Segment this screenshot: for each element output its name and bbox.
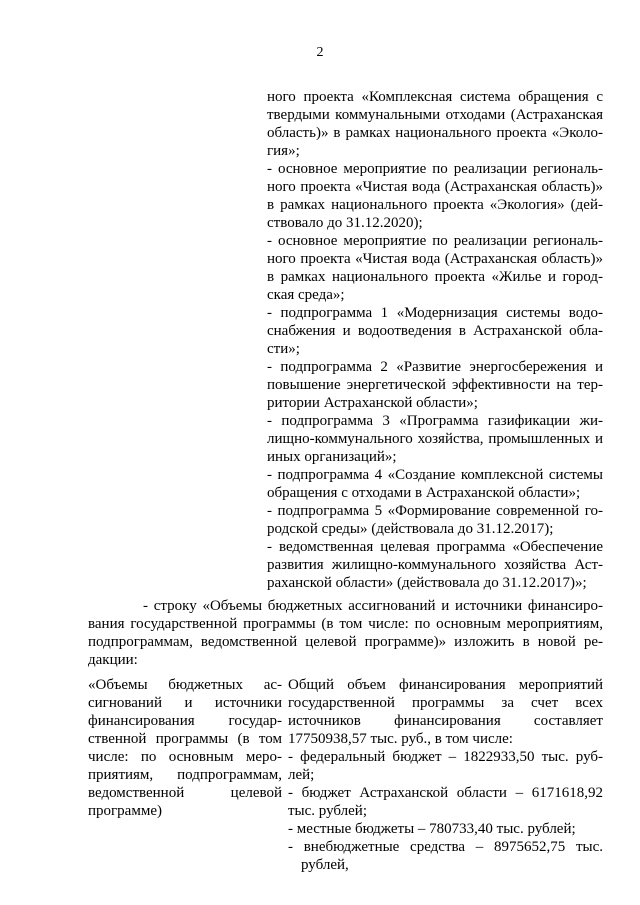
right-cell-line: лей; bbox=[288, 767, 315, 783]
right-block-line: область)» в рамках национального проекта «Эколо- bbox=[267, 125, 603, 141]
right-block-line: развития жилищно-коммунального хозяйства Аст- bbox=[267, 557, 603, 573]
right-block-line: - подпрограмма 4 «Создание комплексной системы bbox=[267, 467, 603, 483]
right-block-line: - основное мероприятие по реализации региональ- bbox=[267, 161, 603, 177]
main-paragraph-line: дакции: bbox=[88, 652, 138, 668]
main-paragraph-line: вания государственной программы (в том числе: по основным мероприятиям, bbox=[88, 616, 603, 632]
right-block-line: родской среды» (действовала до 31.12.2017); bbox=[267, 521, 554, 537]
main-paragraph-line: - строку «Объемы бюджетных ассигнований и источники финансиро- bbox=[143, 598, 603, 614]
right-cell-line: 17750938,57 тыс. руб., в том числе: bbox=[288, 731, 513, 747]
right-block-line: обращения с отходами в Астраханской области»; bbox=[267, 485, 581, 501]
right-block-line: - основное мероприятие по реализации региональ- bbox=[267, 233, 603, 249]
right-block-line: повышение энергетической эффективности на тер- bbox=[267, 377, 603, 393]
left-cell-line: «Объемы бюджетных ас- bbox=[88, 677, 282, 693]
right-block-line: снабжения и водоотведения в Астраханской обла- bbox=[267, 323, 603, 339]
left-cell-line: приятиям, подпрограммам, bbox=[88, 767, 282, 783]
right-cell-line: Общий объем финансирования мероприятий bbox=[288, 677, 603, 693]
right-block-line: - подпрограмма 1 «Модернизация системы водо- bbox=[267, 305, 603, 321]
left-cell-line: финансирования государ- bbox=[88, 713, 282, 729]
right-block-line: ного проекта «Комплексная система обращения с bbox=[267, 89, 603, 105]
right-block-line: ствовало до 31.12.2020); bbox=[267, 215, 423, 231]
right-block-line: лищно-коммунального хозяйства, промышленных и bbox=[267, 431, 603, 447]
left-cell-line: сигнований и источники bbox=[88, 695, 282, 711]
right-cell-line: источников финансирования составляет bbox=[288, 713, 603, 729]
right-block-line: в рамках национального проекта «Экология» (дей- bbox=[267, 197, 603, 213]
right-block-line: твердыми коммунальными отходами (Астраханская bbox=[267, 107, 603, 123]
right-cell-line: - местные бюджеты – 780733,40 тыс. рублей; bbox=[288, 821, 576, 837]
main-paragraph-line: подпрограммам, ведомственной целевой программе)» изложить в новой ре- bbox=[88, 634, 603, 650]
right-cell-line: - федеральный бюджет – 1822933,50 тыс. руб- bbox=[288, 749, 603, 765]
right-block-line: ного проекта «Чистая вода (Астраханская область)» bbox=[267, 179, 603, 195]
right-cell-line: тыс. рублей; bbox=[288, 803, 367, 819]
right-cell-line: - внебюджетные средства – 8975652,75 тыс. bbox=[288, 839, 603, 855]
right-block-line: ного проекта «Чистая вода (Астраханская область)» bbox=[267, 251, 603, 267]
right-block-line: раханской области» (действовала до 31.12.2017)»; bbox=[267, 575, 587, 591]
left-cell-line: ственной программы (в том bbox=[88, 731, 282, 747]
right-block-line: сти»; bbox=[267, 341, 300, 357]
right-block-line: в рамках национального проекта «Жилье и город- bbox=[267, 269, 603, 285]
right-block-line: иных организаций»; bbox=[267, 449, 397, 465]
left-cell-line: числе: по основным меро- bbox=[88, 749, 282, 765]
right-cell-line: рублей, bbox=[301, 857, 349, 873]
right-block-line: ская среда»; bbox=[267, 287, 345, 303]
right-cell-line: государственной программы за счет всех bbox=[288, 695, 603, 711]
right-block-line: - подпрограмма 3 «Программа газификации жи- bbox=[267, 413, 603, 429]
right-block-line: гия»; bbox=[267, 143, 300, 159]
left-cell-line: ведомственной целевой bbox=[88, 785, 282, 801]
left-cell-line: программе) bbox=[88, 803, 162, 819]
right-block-line: ритории Астраханской области»; bbox=[267, 395, 478, 411]
right-block-line: - подпрограмма 2 «Развитие энергосбережения и bbox=[267, 359, 603, 375]
right-block-line: - подпрограмма 5 «Формирование современной го- bbox=[267, 503, 603, 519]
right-block-line: - ведомственная целевая программа «Обеспечение bbox=[267, 539, 603, 555]
right-cell-line: - бюджет Астраханской области – 6171618,92 bbox=[288, 785, 603, 801]
page-number: 2 bbox=[316, 45, 324, 60]
